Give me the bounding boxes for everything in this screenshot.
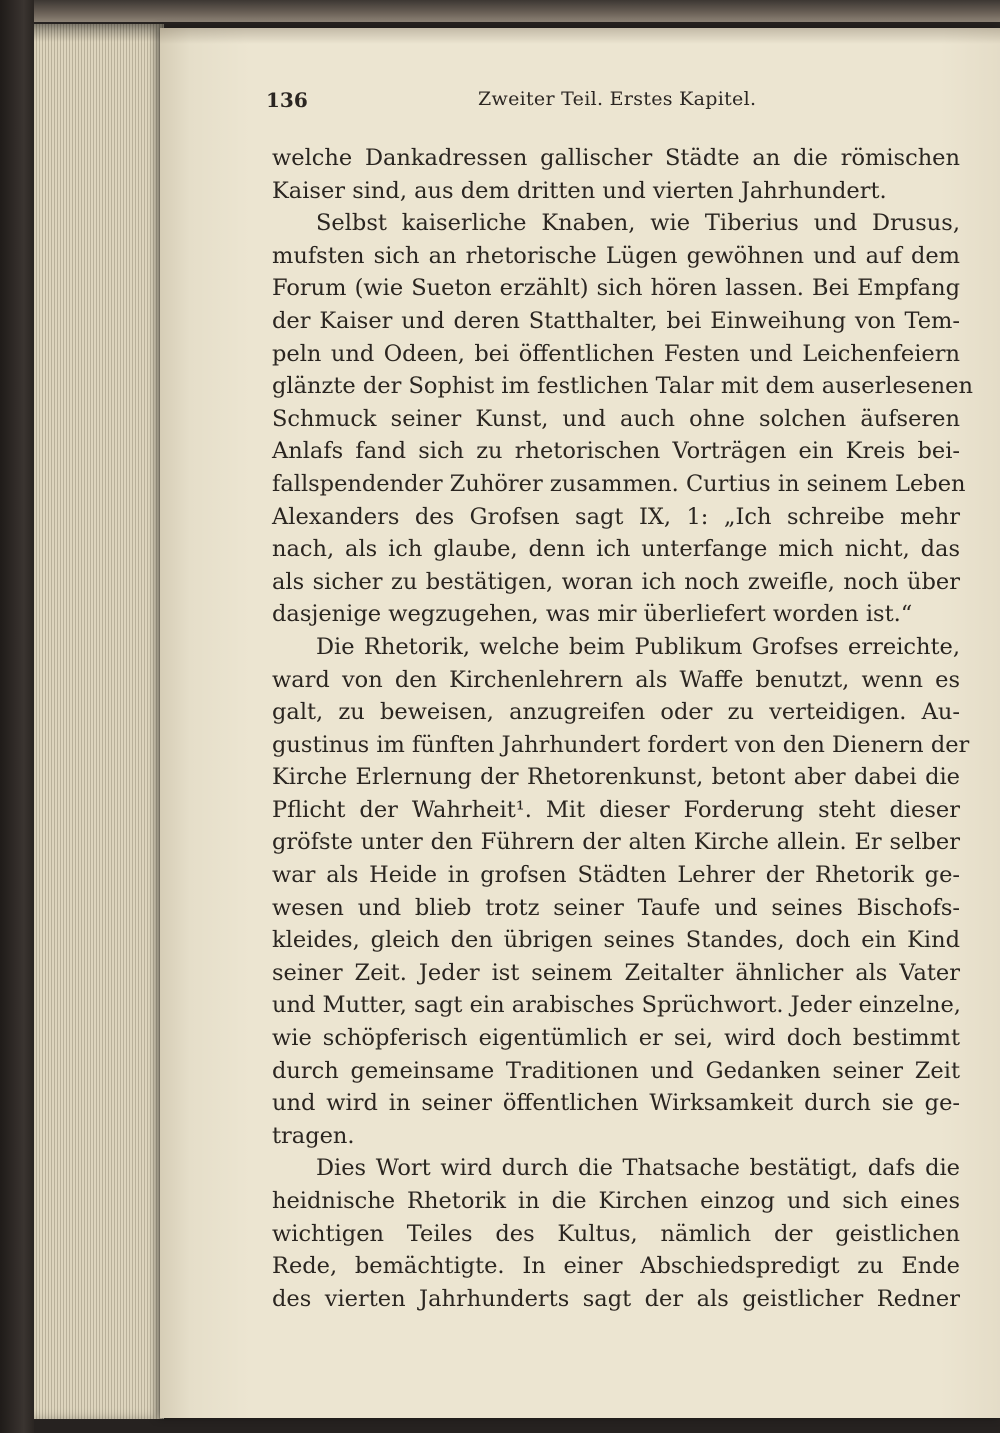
text-line: dasjenige wegzugehen, was mir überliefert worden ist.“ <box>272 601 913 628</box>
text-line: seiner Zeit. Jeder ist seinem Zeitalter ähnlicher als Vater <box>272 959 960 986</box>
text-line: wie schöpferisch eigentümlich er sei, wird doch bestimmt <box>272 1025 960 1052</box>
text-line: des vierten Jahrhunderts sagt der als geistlicher Redner <box>272 1285 960 1312</box>
text-line: peln und Odeen, bei öffentlichen Festen und Leichenfeiern <box>272 340 960 367</box>
text-line: Die Rhetorik, welche beim Publikum Grofses erreichte, <box>316 633 960 660</box>
text-line: und Mutter, sagt ein arabisches Sprüchwort. Jeder einzelne, <box>272 992 961 1019</box>
text-line: war als Heide in grofsen Städten Lehrer der Rhetorik ge- <box>272 862 960 889</box>
text-line: fallspendender Zuhörer zusammen. Curtius in seinem Leben <box>272 470 966 497</box>
text-line: als sicher zu bestätigen, woran ich noch zweifle, noch über <box>272 568 960 595</box>
text-line: Alexanders des Grofsen sagt IX, 1: „Ich schreibe mehr <box>272 503 960 530</box>
text-line: wesen und blieb trotz seiner Taufe und seines Bischofs- <box>272 894 960 921</box>
text-line: nach, als ich glaube, denn ich unterfange mich nicht, das <box>272 536 960 563</box>
stacked-page-edges <box>34 24 164 1419</box>
text-line: Rede, bemächtigte. In einer Abschiedspredigt zu Ende <box>272 1253 960 1280</box>
book-cover-spine <box>0 0 34 1433</box>
text-line: Dies Wort wird durch die Thatsache bestätigt, dafs die <box>316 1155 960 1182</box>
running-head <box>266 88 966 122</box>
book-cover-top <box>0 0 1000 22</box>
text-line: galt, zu beweisen, anzugreifen oder zu verteidigen. Au- <box>272 699 960 726</box>
text-line: heidnische Rhetorik in die Kirchen einzog und sich eines <box>272 1188 960 1214</box>
text-line: Kirche Erlernung der Rhetorenkunst, betont aber dabei die <box>272 764 960 791</box>
text-line: glänzte der Sophist im festlichen Talar mit dem auserlesenen <box>272 373 973 400</box>
text-line: Kaiser sind, aus dem dritten und vierten Jahrhundert. <box>272 177 887 204</box>
text-line: Anlafs fand sich zu rhetorischen Vorträgen ein Kreis bei- <box>272 438 960 465</box>
text-line: ward von den Kirchenlehrern als Waffe benutzt, wenn es <box>272 666 960 693</box>
text-line: Forum (wie Sueton erzählt) sich hören lassen. Bei Empfang <box>272 275 960 302</box>
text-line: wichtigen Teiles des Kultus, nämlich der geistlichen <box>272 1220 960 1247</box>
text-line: tragen. <box>272 1122 355 1149</box>
body-text <box>272 142 973 1315</box>
text-line: durch gemeinsame Traditionen und Gedanken seiner Zeit <box>272 1057 960 1084</box>
text-line: Schmuck seiner Kunst, und auch ohne solchen äufseren <box>272 405 960 432</box>
text-line: mufsten sich an rhetorische Lügen gewöhnen und auf dem <box>272 242 960 269</box>
text-line: der Kaiser und deren Statthalter, bei Einweihung von Tem- <box>272 307 960 334</box>
text-line: welche Dankadressen gallischer Städte an die römischen <box>272 145 960 171</box>
text-line: Selbst kaiserliche Knaben, wie Tiberius und Drusus, <box>316 210 960 237</box>
text-line: gustinus im fünften Jahrhundert fordert von den Dienern der <box>272 731 970 758</box>
page-number: 136 <box>266 88 308 112</box>
running-title: Zweiter Teil. Erstes Kapitel. <box>478 88 757 110</box>
text-line: Pflicht der Wahrheit¹. Mit dieser Forderung steht dieser <box>272 796 960 823</box>
text-line: und wird in seiner öffentlichen Wirksamkeit durch sie ge- <box>272 1090 960 1117</box>
text-line: kleides, gleich den übrigen seines Standes, doch ein Kind <box>272 927 960 954</box>
text-line: gröfste unter den Führern der alten Kirche allein. Er selber <box>272 829 960 856</box>
